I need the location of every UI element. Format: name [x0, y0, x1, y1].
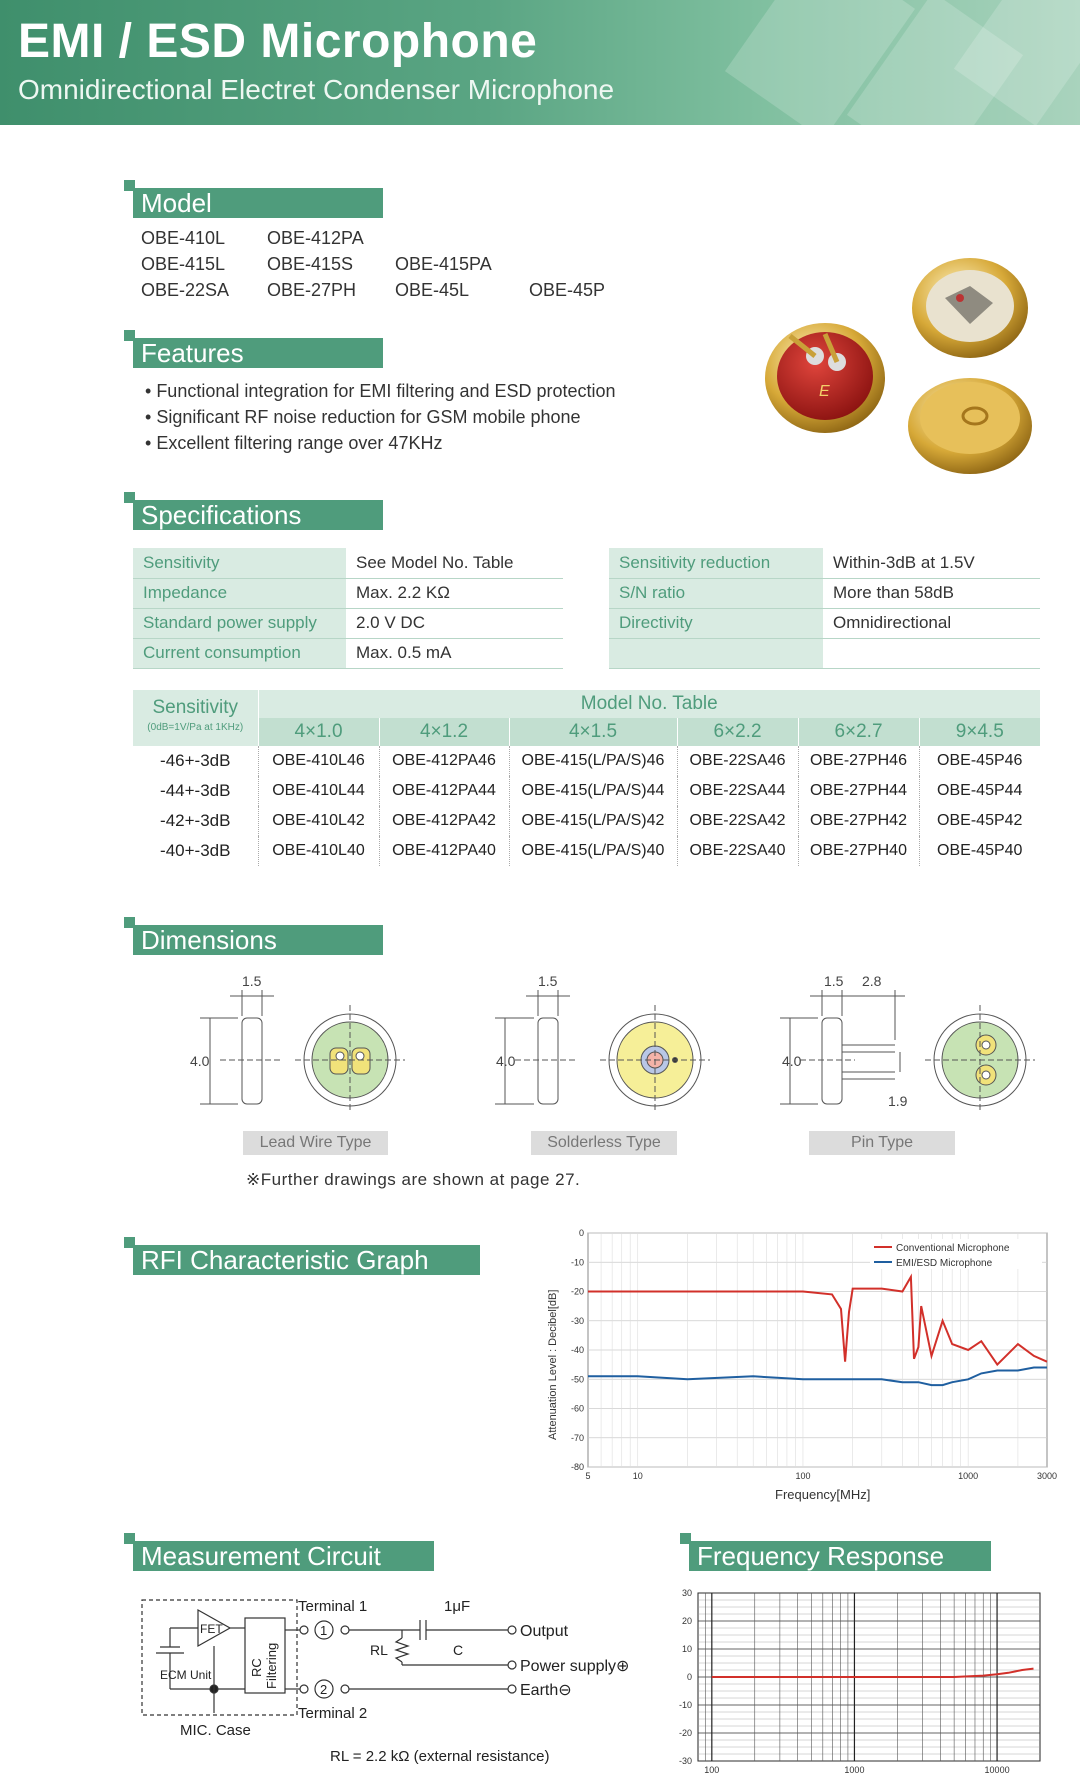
y-tick-label: 0 [578, 1228, 584, 1238]
model-item: OBE-410L [141, 228, 226, 248]
size-header: 6×2.2 [677, 718, 798, 746]
x-tick-label: 10 [632, 1471, 643, 1481]
spec-key: S/N ratio [609, 578, 823, 608]
spec-value: Omnidirectional [823, 608, 1040, 638]
spec-key: Current consumption [133, 638, 346, 668]
table-cell: OBE-22SA40 [677, 836, 798, 866]
ecm-unit-label: ECM Unit [160, 1668, 212, 1682]
table-cell: OBE-27PH42 [798, 806, 919, 836]
spec-key: Directivity [609, 608, 823, 638]
frequency-response-chart [670, 1583, 1050, 1778]
rfi-chart [540, 1225, 1060, 1510]
spec-row [133, 608, 563, 638]
table-cell: OBE-27PH44 [798, 776, 919, 806]
page-header [0, 0, 1080, 125]
fet-label: FET [200, 1622, 223, 1636]
resistor-label: RL [370, 1642, 388, 1658]
table-cell: OBE-412PA44 [379, 776, 509, 806]
dim-thickness-label: 1.5 [242, 973, 262, 989]
feature-item: • Significant RF noise reduction for GSM mobile phone [145, 404, 616, 430]
table-cell: OBE-415(L/PA/S)44 [509, 776, 677, 806]
model-item: OBE-22SA [141, 280, 230, 300]
y-tick-label: -10 [678, 1700, 692, 1710]
y-tick-label: -50 [570, 1374, 584, 1385]
dim-pin-offset-label: 2.8 [862, 973, 882, 989]
product-photo [755, 258, 1055, 483]
spec-row [133, 578, 563, 608]
sensitivity-header-note: (0dB=1V/Pa at 1KHz) [147, 722, 244, 733]
table-cell: OBE-412PA46 [379, 746, 509, 776]
table-cell: OBE-27PH46 [798, 746, 919, 776]
feature-item: • Excellent filtering range over 47KHz [145, 430, 616, 456]
dim-label-pin: Pin Type [809, 1131, 955, 1155]
size-header: 6×2.7 [798, 718, 919, 746]
rc-label: RC [249, 1658, 264, 1677]
table-cell: OBE-45P42 [919, 806, 1040, 836]
spec-value: Max. 2.2 KΩ [346, 578, 563, 608]
dim-diameter-label: 4.0 [496, 1053, 516, 1069]
page-title: EMI / ESD Microphone [18, 15, 538, 68]
x-tick-label: 10000 [984, 1765, 1010, 1775]
terminal-2-number: 2 [320, 1682, 328, 1697]
spec-key [609, 638, 823, 668]
mic-case-label: MIC. Case [180, 1722, 251, 1739]
dimension-drawings [190, 960, 1050, 1110]
model-number-table [133, 690, 1040, 866]
spec-key: Standard power supply [133, 608, 346, 638]
dim-label-lead-wire: Lead Wire Type [243, 1131, 388, 1155]
table-cell: OBE-22SA46 [677, 746, 798, 776]
page-subtitle: Omnidirectional Electret Condenser Microphone [18, 74, 615, 105]
spec-value: 2.0 V DC [346, 608, 563, 638]
size-header: 4×1.5 [509, 718, 677, 746]
spec-row [133, 638, 563, 668]
y-tick-label: -70 [570, 1432, 584, 1443]
table-cell: OBE-45P46 [919, 746, 1040, 776]
y-tick-label: -80 [570, 1462, 584, 1472]
terminal-1-number: 1 [320, 1623, 328, 1638]
capacitor-label: C [453, 1642, 464, 1658]
feature-item: • Functional integration for EMI filtering and ESD protection [145, 378, 616, 404]
spec-row [609, 608, 1040, 638]
x-tick-label: 100 [795, 1471, 811, 1481]
model-item: OBE-412PA [267, 228, 364, 248]
table-cell: OBE-45P44 [919, 776, 1040, 806]
y-tick-label: -20 [678, 1728, 692, 1738]
table-cell: OBE-27PH40 [798, 836, 919, 866]
table-cell: OBE-45P40 [919, 836, 1040, 866]
y-tick-label: 20 [681, 1616, 692, 1626]
spec-row [609, 578, 1040, 608]
size-header: 4×1.0 [258, 718, 379, 746]
table-cell: OBE-415(L/PA/S)40 [509, 836, 677, 866]
table-row [133, 806, 1040, 836]
table-row [133, 836, 1040, 866]
spec-table-right [609, 548, 1040, 669]
table-row [133, 746, 1040, 776]
section-title-model: Model [133, 188, 383, 218]
spec-value: Max. 0.5 mA [346, 638, 563, 668]
y-tick-label: -60 [570, 1403, 584, 1414]
section-title-specifications: Specifications [133, 500, 383, 530]
x-tick-label: 100 [704, 1765, 720, 1775]
dim-thickness-label: 1.5 [538, 973, 558, 989]
size-header: 4×1.2 [379, 718, 509, 746]
spec-key: Sensitivity [133, 548, 346, 578]
spec-table-left [133, 548, 563, 669]
table-cell: OBE-412PA42 [379, 806, 509, 836]
table-cell: -44+-3dB [160, 781, 231, 800]
table-cell: OBE-410L40 [258, 836, 379, 866]
spec-value: See Model No. Table [346, 548, 563, 578]
circuit-footnote: RL = 2.2 kΩ (external resistance) [330, 1748, 550, 1765]
section-title-dimensions: Dimensions [133, 925, 383, 955]
sensitivity-header-label: Sensitivity [152, 697, 239, 718]
table-cell: OBE-410L42 [258, 806, 379, 836]
table-cell: -42+-3dB [160, 811, 231, 830]
rfi-x-axis-label: Frequency[MHz] [775, 1487, 871, 1502]
table-cell: OBE-415(L/PA/S)42 [509, 806, 677, 836]
model-table-title: Model No. Table [258, 690, 1040, 718]
dim-diameter-label: 4.0 [782, 1053, 802, 1069]
spec-row [133, 548, 563, 578]
y-tick-label: 30 [681, 1588, 692, 1598]
section-title-features: Features [133, 338, 383, 368]
size-header: 9×4.5 [919, 718, 1040, 746]
dim-pin-gap-label: 1.9 [888, 1093, 908, 1109]
earth-label: Earth⊖ [520, 1682, 572, 1699]
spec-row [609, 638, 1040, 668]
spec-value: Within-3dB at 1.5V [823, 548, 1040, 578]
y-tick-label: -40 [570, 1345, 584, 1355]
measurement-circuit [130, 1585, 660, 1775]
spec-key: Sensitivity reduction [609, 548, 823, 578]
terminal-1-label: Terminal 1 [298, 1598, 368, 1615]
table-cell: OBE-412PA40 [379, 836, 509, 866]
model-item: OBE-415S [267, 254, 354, 274]
y-tick-label: -30 [570, 1315, 584, 1326]
y-tick-label: 0 [686, 1672, 692, 1682]
y-tick-label: -30 [678, 1756, 692, 1766]
table-cell: OBE-410L44 [258, 776, 379, 806]
spec-value: More than 58dB [823, 578, 1040, 608]
power-supply-label: Power supply⊕ [520, 1658, 630, 1675]
filtering-label: Filtering [264, 1642, 279, 1689]
terminal-2-label: Terminal 2 [298, 1705, 368, 1722]
model-item: OBE-45L [395, 280, 470, 300]
section-title-rfi: RFI Characteristic Graph [133, 1245, 480, 1275]
capacitor-value: 1μF [444, 1598, 471, 1615]
table-cell: OBE-22SA44 [677, 776, 798, 806]
y-tick-label: -10 [570, 1257, 584, 1268]
output-label: Output [520, 1623, 569, 1640]
feature-list [145, 378, 616, 456]
table-cell: OBE-410L46 [258, 746, 379, 776]
section-title-measurement: Measurement Circuit [133, 1541, 434, 1571]
dim-diameter-label: 4.0 [190, 1053, 210, 1069]
legend-label-emi: EMI/ESD Microphone [896, 1258, 993, 1269]
x-tick-label: 1000 [958, 1471, 979, 1481]
svg-text:E: E [819, 383, 830, 400]
legend-label-conventional: Conventional Microphone [896, 1243, 1010, 1254]
table-cell: -46+-3dB [160, 751, 231, 770]
table-cell: OBE-22SA42 [677, 806, 798, 836]
model-item: OBE-45P [529, 280, 606, 300]
section-title-frequency: Frequency Response [689, 1541, 991, 1571]
x-tick-label: 1000 [844, 1765, 865, 1775]
table-cell: -40+-3dB [160, 841, 231, 860]
x-tick-label: 3000 [1036, 1471, 1058, 1481]
y-tick-label: 10 [681, 1644, 692, 1654]
table-row [133, 776, 1040, 806]
model-item: OBE-27PH [267, 280, 357, 300]
x-tick-label: 5 [585, 1471, 591, 1481]
spec-row [609, 548, 1040, 578]
dim-thickness-label: 1.5 [824, 973, 844, 989]
spec-value [823, 638, 1040, 668]
model-item: OBE-415L [141, 254, 226, 274]
table-cell: OBE-415(L/PA/S)46 [509, 746, 677, 776]
dim-label-solderless: Solderless Type [531, 1131, 677, 1155]
dimension-note: ※Further drawings are shown at page 27. [246, 1170, 581, 1189]
model-item: OBE-415PA [395, 254, 492, 274]
rfi-y-axis-label: Attenuation Level : Decibel[dB] [547, 1289, 559, 1440]
sensitivity-header [133, 690, 258, 746]
spec-key: Impedance [133, 578, 346, 608]
y-tick-label: -20 [570, 1286, 584, 1297]
